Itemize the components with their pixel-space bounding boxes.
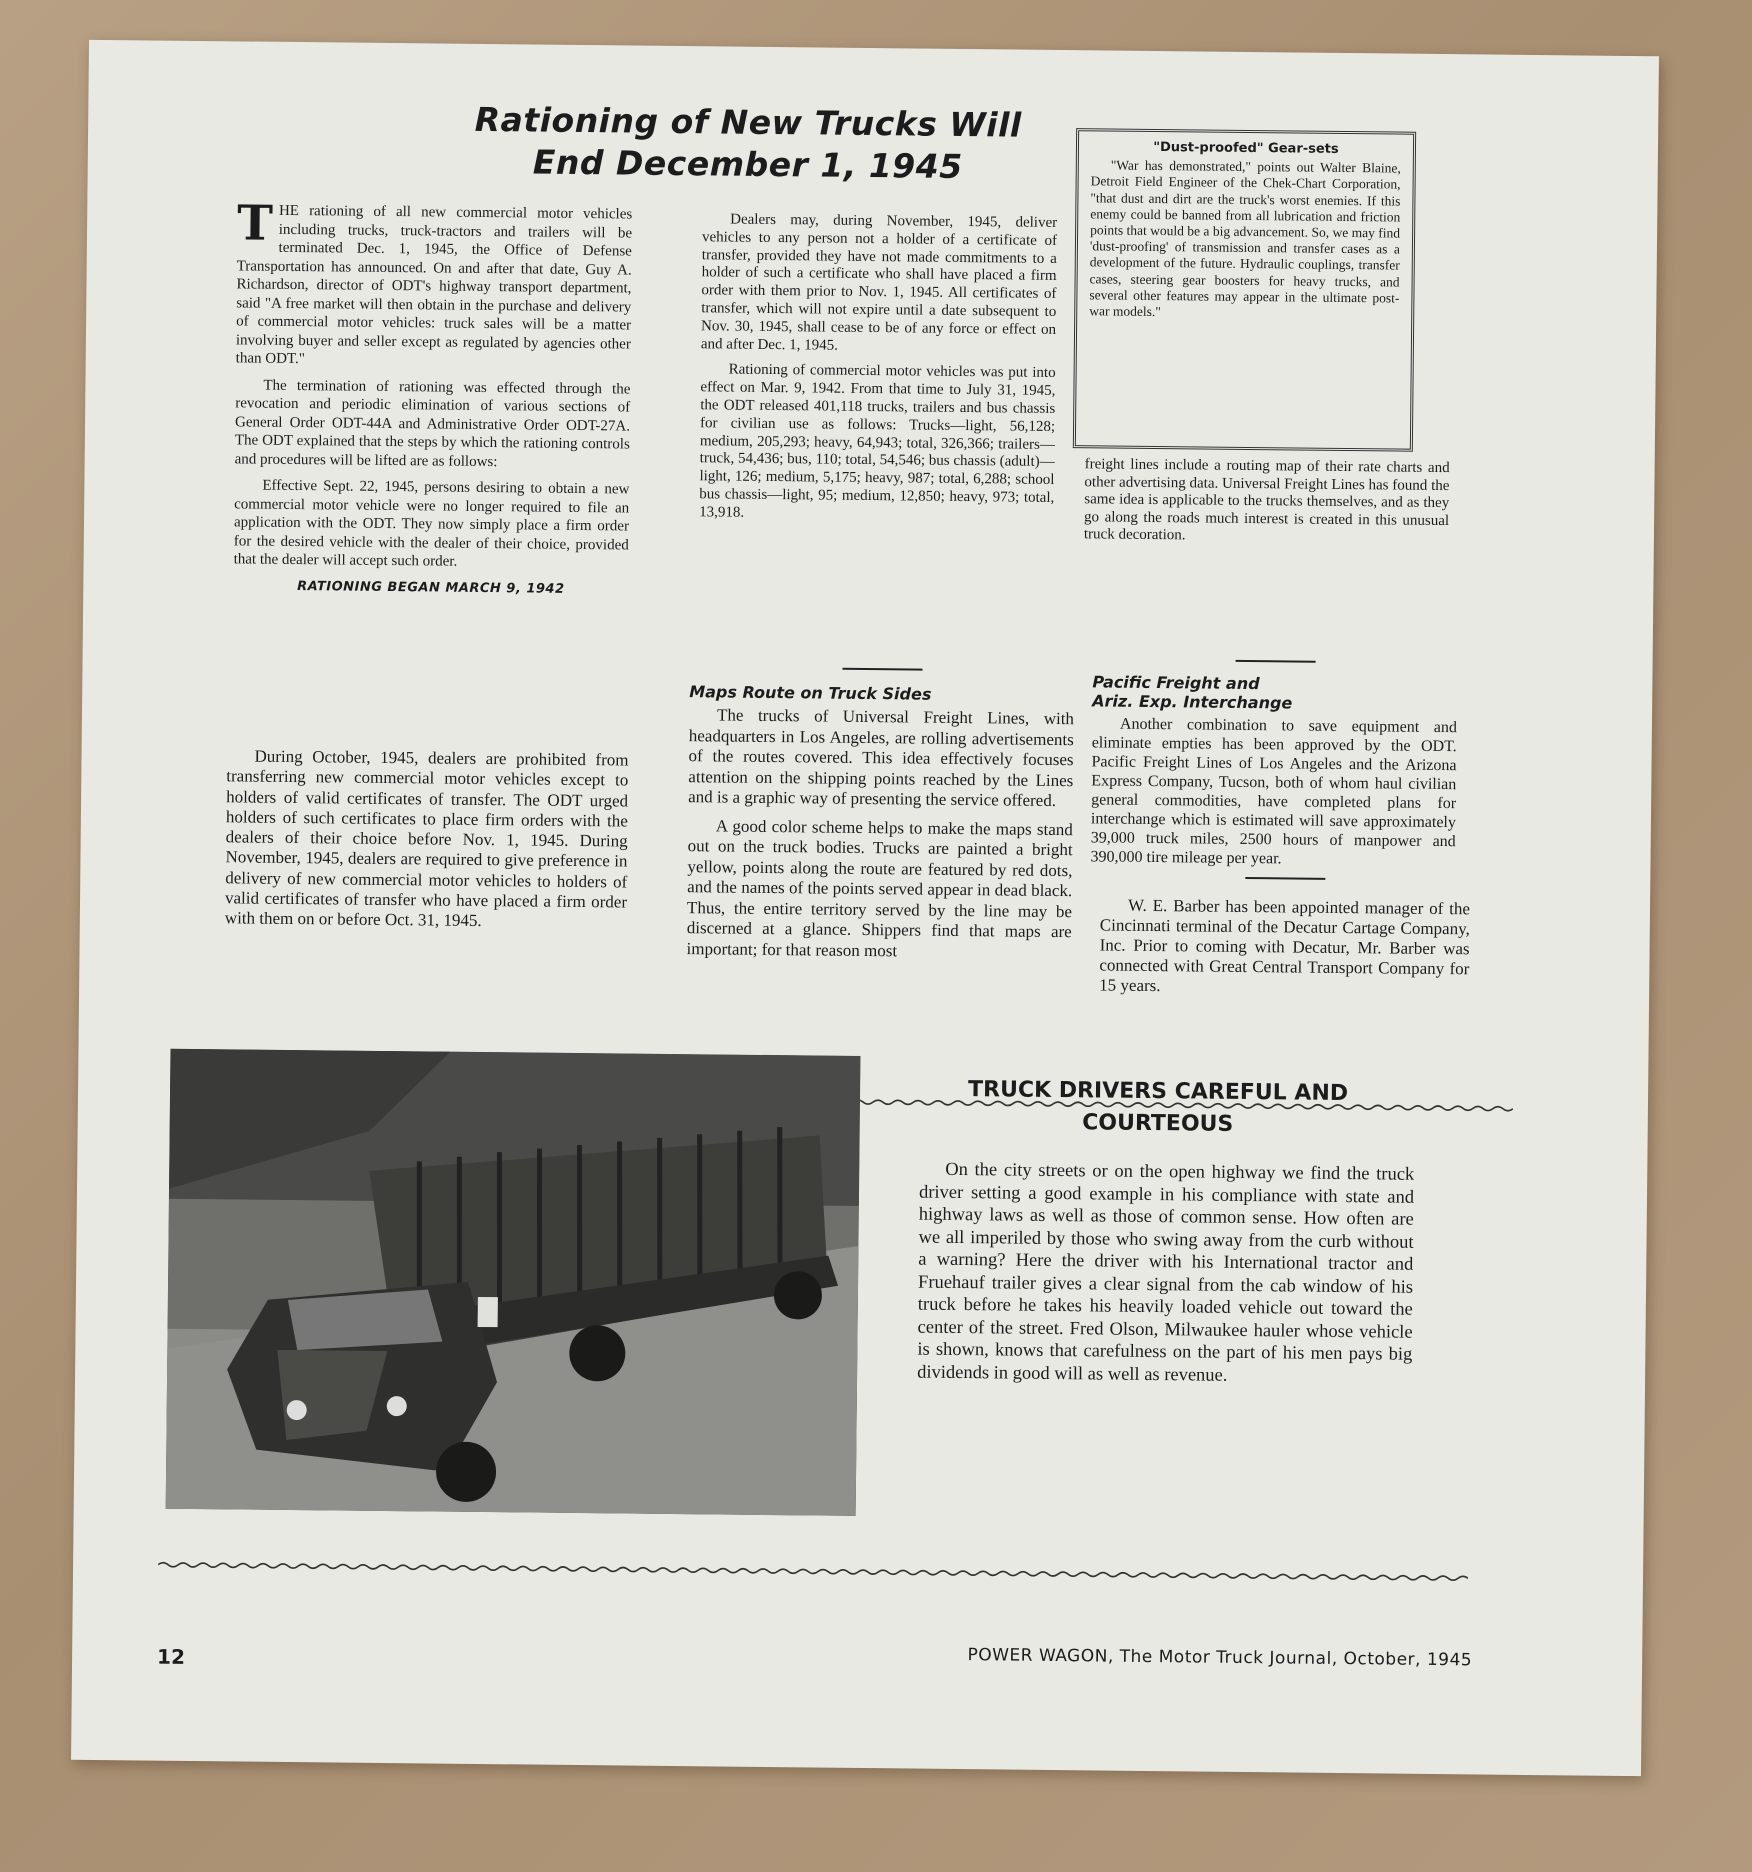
article-paragraph: During October, 1945, dealers are prohibited from transferring new commercial motor vehicles except to holders of valid certificates of transfer. The ODT urged holders of such certificates to place firm orders with the dealers of their choice before Nov. 1, 1945. During November, 1945, dealers are required to give preference in delivery of new commercial motor vehicles to holders of valid certificates of transfer who have placed a firm order with them on or before Oct. 31, 1945. bbox=[224, 746, 629, 931]
page-number: 12 bbox=[156, 1644, 186, 1669]
pacific-section bbox=[1090, 658, 1457, 878]
maps-section-continued bbox=[1084, 456, 1450, 555]
article-paragraph: Effective Sept. 22, 1945, persons desiring to obtain a new commercial motor vehicle were no longer required to file an application with the ODT. They now simply place a firm order for the desired vehicle with the dealer of their choice, provided that the dealer will accept such order. bbox=[233, 477, 630, 570]
drivers-story-title: TRUCK DRIVERS CAREFUL AND COURTEOUS bbox=[967, 1077, 1349, 1137]
article-paragraph: Dealers may, during November, 1945, deliver vehicles to any person not a holder of a certificate of transfer, provided they have not made commitments to a holder of such a certificate who shall have placed a firm order with them prior to Nov. 1, 1945. All certificates of transfer, which will not expire until a date subsequent to Nov. 30, 1945, shall cease to be of any force or effect on and after Dec. 1, 1945. bbox=[700, 211, 1058, 354]
barber-note bbox=[1099, 875, 1470, 1007]
article-column-2 bbox=[699, 211, 1057, 533]
drivers-story-body bbox=[917, 1159, 1414, 1389]
divider bbox=[1235, 660, 1315, 663]
truck-photo bbox=[166, 1049, 861, 1516]
article-paragraph: The trucks of Universal Freight Lines, with headquarters in Los Angeles, are rolling advertisements of the routes covered. This idea effectively focuses attention on the shipping points reached by the Lines and is a graphic way of presenting the service offered. bbox=[688, 705, 1075, 810]
wavy-rule-lower bbox=[158, 1561, 1468, 1583]
article-title bbox=[388, 98, 1109, 190]
sidebar-body: "War has demonstrated," points out Walter Blaine, Detroit Field Engineer of the Chek-Chart Corporation, "that dust and dirt are the truck's worst enemies. If this enemy could be banned from all lubrication and friction points that would be a big advancement. So, we may find 'dust-proofing' of transmission and transfer cases as a development of the future. Hydraulic couplings, transfer cases, steering gear boosters for heavy trucks, and several other features may appear in the ultimate post-war models." bbox=[1089, 157, 1401, 320]
article-paragraph: THE rationing of all new commercial motor vehicles including trucks, truck-tractors and trailers will be terminated Dec. 1, 1945, the Office of Defense Transportation has announced. On and after that date, Guy A. Richardson, director of ODT's highway transport department, said "A free market will then obtain in the purchase and delivery of commercial motor vehicles: truck sales will be a matter involving buyer and seller except as regulated by agencies other than ODT." bbox=[235, 195, 633, 368]
article-paragraph: On the city streets or on the open highway we find the truck driver setting a good example in his compliance with state and highway laws as well as those of common sense. How often are we all imperiled by those who swing away from the curb without a warning? Here the driver with his International tractor and Fruehauf trailer gives a clear signal from the cab window of his truck before he takes his heavily loaded vehicle out toward the center of the street. Fred Olson, Milwaukee hauler whose vehicle is shown, knows that carefulness on the part of his men pays big dividends in good will as well as revenue. bbox=[917, 1159, 1415, 1386]
article-paragraph: freight lines include a routing map of their rate charts and other advertising data. Universal Freight Lines has found the same idea is applicable to the trucks themselves, and as they go along the roads much interest is created in this unusual truck decoration. bbox=[1083, 456, 1450, 544]
divider bbox=[842, 668, 922, 671]
article-paragraph: Rationing of commercial motor vehicles was put into effect on Mar. 9, 1942. From that time to July 31, 1945, the ODT released 401,118 trucks, trailers and bus chassis for civilian use as follows: Trucks—light, 56,128; medium, 205,293; heavy, 64,943; total, 326,366; trailers—truck, 54,436; bus, 110; total, 54,546; bus chassis (adult)—light, 126; medium, 5,175; heavy, 987; total, 6,288; school bus chassis—light, 95; medium, 12,850; heavy, 973; total, 13,918. bbox=[699, 361, 1056, 521]
maps-section-heading: Maps Route on Truck Sides bbox=[689, 682, 932, 704]
sidebar-box bbox=[1073, 128, 1416, 452]
truck-photo-illustration bbox=[166, 1049, 861, 1516]
section-subhead: RATIONING BEGAN MARCH 9, 1942 bbox=[297, 578, 565, 597]
article-column-1 bbox=[233, 195, 633, 605]
article-paragraph: W. E. Barber has been appointed manager of the Cincinnati terminal of the Decatur Cartage Company, Inc. Prior to coming with Decatur, Mr. Barber was connected with Great Central Transport Company for 15 years. bbox=[1099, 895, 1471, 996]
pacific-section-heading: Pacific Freight and Ariz. Exp. Interchange bbox=[1092, 672, 1293, 713]
article-column-1-continued bbox=[225, 746, 629, 941]
article-paragraph: Another combination to save equipment and eliminate empties has been approved by the ODT. Pacific Freight Lines of Los Angeles and the Arizona Express Company, Tucson, both of whom haul civilian general commodities, have completed plans for interchange which is estimated will save approximately 39,000 truck miles, 2500 hours of manpower and 390,000 tire mileage per year. bbox=[1090, 715, 1458, 868]
maps-section bbox=[686, 666, 1074, 971]
drop-cap: T bbox=[236, 195, 274, 252]
article-paragraph: The termination of rationing was effected through the revocation and periodic elimination of various sections of General Order ODT-44A and Administrative Order ODT-27A. The ODT explained that the steps by which the rationing controls and procedures will be lifted are as follows: bbox=[234, 377, 631, 470]
title-line-2: End December 1, 1945 bbox=[532, 142, 963, 186]
running-footer: POWER WAGON, The Motor Truck Journal, October, 1945 bbox=[967, 1645, 1473, 1671]
title-line-1: Rationing of New Trucks Will bbox=[474, 99, 1022, 145]
magazine-page bbox=[71, 40, 1659, 1776]
sidebar-heading: "Dust-proofed" Gear-sets bbox=[1153, 139, 1339, 157]
divider bbox=[1245, 877, 1325, 880]
article-paragraph: A good color scheme helps to make the maps stand out on the truck bodies. Trucks are painted a bright yellow, points along the route are featured by red dots, and the names of the points served appear in dead black. Thus, the entire territory served by the line may be discerned at a glance. Shippers find that maps are important; for that reason most bbox=[686, 815, 1073, 960]
